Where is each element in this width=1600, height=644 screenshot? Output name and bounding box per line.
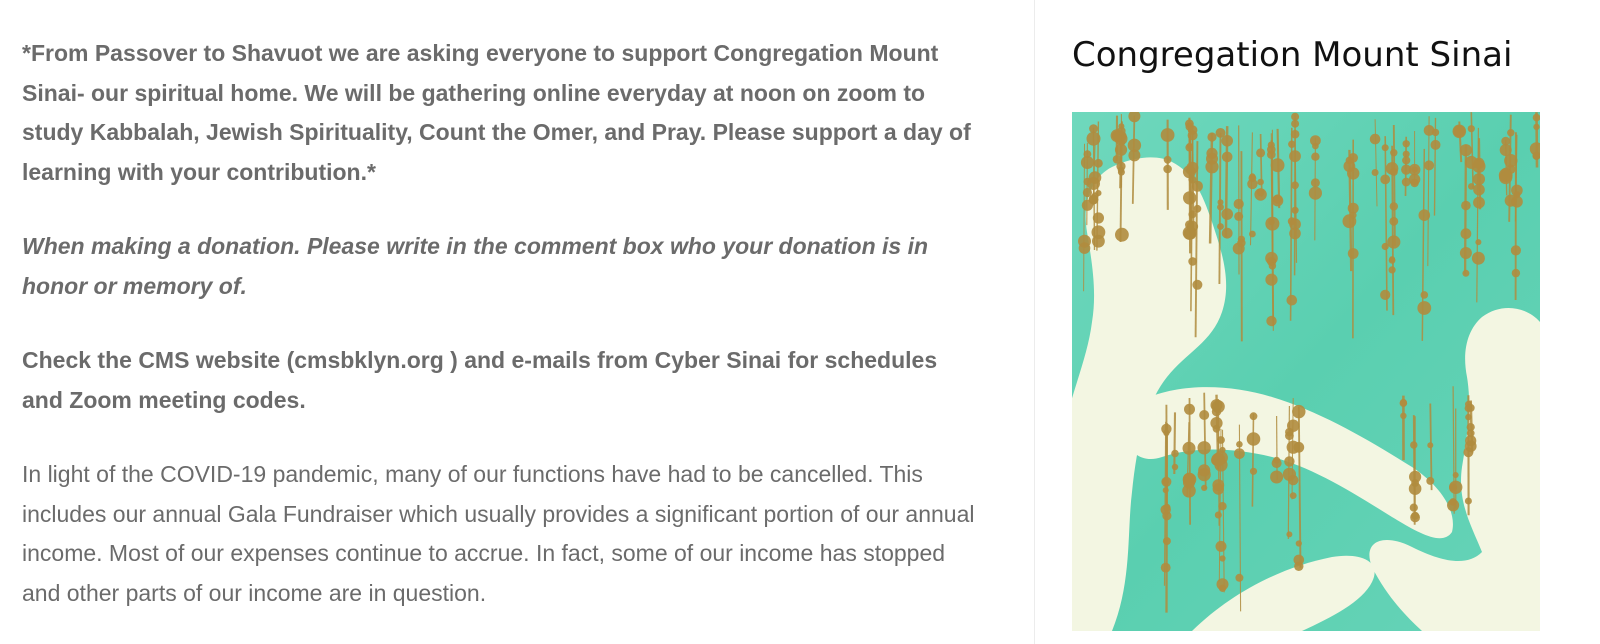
artwork-drip-dot xyxy=(1473,184,1485,196)
artwork-drip-dot xyxy=(1214,458,1227,471)
artwork-drip-dot xyxy=(1205,160,1218,173)
artwork-drip-dot xyxy=(1402,178,1411,187)
artwork-drip-dot xyxy=(1287,295,1298,306)
artwork-drip-dot xyxy=(1389,217,1398,226)
artwork-drip-dot xyxy=(1284,456,1294,466)
artwork-drip-dot xyxy=(1465,156,1478,169)
artwork-drip-dot xyxy=(1161,424,1171,434)
artwork-drip-dot xyxy=(1211,399,1223,411)
artwork-drip-dot xyxy=(1161,505,1171,515)
artwork-drip-dot xyxy=(1461,228,1472,239)
artwork-drip-dot xyxy=(1291,113,1299,121)
artwork-drip-dot xyxy=(1250,468,1257,475)
artwork-drip-dot xyxy=(1250,412,1258,420)
artwork-drip-dot xyxy=(1348,153,1358,163)
artwork-drip-dot xyxy=(1431,140,1441,150)
artwork-drip-dot xyxy=(1288,475,1298,485)
artwork-drip-dot xyxy=(1291,120,1299,128)
artwork-drip-dot xyxy=(1265,274,1277,286)
artwork-drip-dot xyxy=(1410,504,1418,512)
artwork-drip-dot xyxy=(1290,492,1297,499)
artwork-drip-dot xyxy=(1078,235,1091,248)
artwork-drip-dot xyxy=(1401,165,1411,175)
artwork-drip-dot xyxy=(1389,256,1395,262)
support-appeal-text: *From Passover to Shavuot we are asking everyone to support Congregation Mount Sinai- our spiritual home. We will be gathering online everyday at noon on zoom to study Kabbalah, Jewish Spirituality, Count the Omer, and Pray. Please support a day of learning with your contribution.* xyxy=(22,40,971,185)
artwork-drip-dot xyxy=(1217,223,1224,230)
artwork-drip-dot xyxy=(1087,132,1101,146)
artwork-drip-dot xyxy=(1113,155,1122,164)
artwork-drip-line xyxy=(1261,134,1262,197)
artwork-drip-dot xyxy=(1507,129,1514,136)
artwork-drip-dot xyxy=(1424,125,1435,136)
artwork-drip-dot xyxy=(1387,235,1400,248)
artwork-painting xyxy=(1072,112,1540,631)
artwork-drip-dot xyxy=(1161,563,1171,573)
artwork-drip-dot xyxy=(1465,498,1472,505)
artwork-drip-dot xyxy=(1287,441,1300,454)
artwork-drip-dot xyxy=(1266,316,1276,326)
artwork-drip-dot xyxy=(1449,481,1462,494)
artwork-drip-dot xyxy=(1311,178,1320,187)
artwork-drip-dot xyxy=(1164,156,1172,164)
artwork-drip-dot xyxy=(1286,531,1292,537)
donation-note-text: When making a donation. Please write in the comment box who your donation is in honor or memory of. xyxy=(22,233,929,299)
artwork-drip-dot xyxy=(1257,179,1264,186)
artwork-drip-dot xyxy=(1427,442,1433,448)
artwork-drip-dot xyxy=(1463,447,1473,457)
artwork-drip-dot xyxy=(1533,153,1540,160)
artwork-drip-dot xyxy=(1221,208,1233,220)
artwork-drip-dot xyxy=(1188,130,1198,140)
artwork-drip-dot xyxy=(1217,578,1229,590)
artwork-drip-dot xyxy=(1372,169,1379,176)
artwork-drip-dot xyxy=(1118,123,1124,129)
artwork-drip-dot xyxy=(1237,239,1245,247)
artwork-drip-dot xyxy=(1273,194,1282,203)
artwork-drip-dot xyxy=(1216,128,1226,138)
artwork-drip-dot xyxy=(1192,280,1202,290)
artwork-drip-dot xyxy=(1370,134,1381,145)
artwork-drip-dot xyxy=(1417,301,1431,315)
artwork-drip-dot xyxy=(1501,168,1510,177)
artwork-drip-dot xyxy=(1215,512,1222,519)
artwork-drip-dot xyxy=(1296,540,1302,546)
artwork-drip-dot xyxy=(1172,464,1178,470)
artwork-drip-dot xyxy=(1292,207,1299,214)
artwork-drip-dot xyxy=(1460,144,1472,156)
artwork-drip-dot xyxy=(1462,270,1469,277)
artwork-drip-dot xyxy=(1380,290,1390,300)
artwork-drip-dot xyxy=(1218,199,1224,205)
artwork-drip-dot xyxy=(1468,125,1475,132)
artwork-drip-dot xyxy=(1465,414,1471,420)
sidebar-artwork xyxy=(1072,112,1540,631)
artwork-drip-dot xyxy=(1500,144,1512,156)
artwork-drip-dot xyxy=(1390,149,1397,156)
artwork-drip-dot xyxy=(1094,159,1103,168)
artwork-drip-dot xyxy=(1257,188,1265,196)
artwork-drip-dot xyxy=(1272,458,1282,468)
artwork-drip-dot xyxy=(1216,541,1227,552)
artwork-drip-dot xyxy=(1511,245,1521,255)
artwork-drip-dot xyxy=(1291,181,1299,189)
artwork-drip-dot xyxy=(1256,148,1265,157)
artwork-drip-dot xyxy=(1162,478,1169,485)
artwork-drip-dot xyxy=(1161,128,1175,142)
artwork-drip-dot xyxy=(1171,450,1179,458)
artwork-drip-dot xyxy=(1222,228,1233,239)
artwork-drip-dot xyxy=(1468,183,1475,190)
artwork-drip-dot xyxy=(1222,152,1233,163)
artwork-drip-dot xyxy=(1465,435,1476,446)
artwork-drip-dot xyxy=(1234,448,1245,459)
artwork-drip-dot xyxy=(1247,432,1261,446)
artwork-drip-dot xyxy=(1289,228,1301,240)
artwork-drip-dot xyxy=(1183,191,1196,204)
sidebar-title: Congregation Mount Sinai xyxy=(1072,35,1513,75)
artwork-drip-dot xyxy=(1382,243,1389,250)
artwork-drip-dot xyxy=(1294,555,1305,566)
artwork-drip-dot xyxy=(1115,228,1129,242)
column-divider xyxy=(1034,0,1035,644)
artwork-drip-dot xyxy=(1512,269,1520,277)
artwork-drip-dot xyxy=(1235,574,1243,582)
artwork-drip-dot xyxy=(1270,471,1283,484)
artwork-drip-dot xyxy=(1421,291,1429,299)
artwork-drip-dot xyxy=(1411,479,1419,487)
artwork-drip-dot xyxy=(1426,477,1434,485)
artwork-drip-dot xyxy=(1182,484,1196,498)
artwork-drip-dot xyxy=(1402,156,1410,164)
artwork-drip-dot xyxy=(1403,140,1410,147)
artwork-drip-dot xyxy=(1207,132,1216,141)
artwork-drip-dot xyxy=(1163,487,1169,493)
artwork-drip-line xyxy=(1190,398,1191,525)
artwork-drip-dot xyxy=(1217,436,1225,444)
artwork-drip-dot xyxy=(1183,442,1196,455)
artwork-drip-dot xyxy=(1309,187,1322,200)
artwork-drip-dot xyxy=(1184,404,1195,415)
artwork-drip-dot xyxy=(1128,139,1141,152)
artwork-drip-dot xyxy=(1412,167,1418,173)
artwork-drip-dot xyxy=(1310,135,1321,146)
artwork-drip-dot xyxy=(1199,410,1209,420)
artwork-drip-dot xyxy=(1212,479,1224,491)
artwork-drip-dot xyxy=(1382,144,1389,151)
artwork-drip-dot xyxy=(1533,114,1540,122)
artwork-drip-line xyxy=(1277,416,1278,480)
artwork-drip-dot xyxy=(1472,252,1485,265)
artwork-drip-dot xyxy=(1089,124,1098,133)
artwork-drip-dot xyxy=(1473,197,1485,209)
artwork-drip-dot xyxy=(1249,173,1255,179)
artwork-drip-dot xyxy=(1409,174,1420,185)
artwork-drip-dot xyxy=(1501,137,1510,146)
covid-notice-text: In light of the COVID-19 pandemic, many of our functions have had to be cancelled. This includes our annual Gala Fundraiser which usually provides a significant portion of our annual income. Most of our expenses continue to accrue. In fact, some of our income has stopped and other parts of our income are in question. xyxy=(22,461,975,606)
artwork-drip-dot xyxy=(1213,425,1221,433)
artwork-drip-dot xyxy=(1236,441,1243,448)
artwork-drip-dot xyxy=(1198,441,1211,454)
artwork-drip-dot xyxy=(1389,266,1396,273)
artwork-drip-dot xyxy=(1453,125,1465,137)
artwork-drip-dot xyxy=(1390,202,1398,210)
artwork-drip-dot xyxy=(1289,150,1301,162)
artwork-drip-dot xyxy=(1188,257,1197,266)
artwork-drip-dot xyxy=(1380,175,1390,185)
artwork-drip-dot xyxy=(1091,192,1098,199)
artwork-drip-dot xyxy=(1400,413,1406,419)
artwork-drip-dot xyxy=(1386,162,1399,175)
artwork-drip-dot xyxy=(1447,499,1459,511)
artwork-drip-dot xyxy=(1163,165,1172,174)
artwork-drip-dot xyxy=(1410,441,1417,448)
artwork-drip-dot xyxy=(1267,145,1276,154)
artwork-drip-dot xyxy=(1287,420,1299,432)
artwork-drip-dot xyxy=(1513,191,1520,198)
artwork-drip-dot xyxy=(1410,513,1420,523)
artwork-drip-dot xyxy=(1453,472,1459,478)
artwork-drip-dot xyxy=(1347,167,1359,179)
artwork-drip-dot xyxy=(1348,248,1359,259)
artwork-drip-dot xyxy=(1198,464,1210,476)
artwork-drip-dot xyxy=(1473,173,1485,185)
artwork-drip-dot xyxy=(1089,171,1102,184)
artwork-drip-dot xyxy=(1461,201,1471,211)
artwork-drip-line xyxy=(1394,125,1395,246)
main-content xyxy=(22,34,982,644)
artwork-drip-dot xyxy=(1118,169,1125,176)
artwork-drip-dot xyxy=(1311,153,1319,161)
artwork-drip-dot xyxy=(1400,399,1408,407)
artwork-drip-line xyxy=(1252,414,1253,507)
artwork-drip-dot xyxy=(1219,555,1225,561)
artwork-drip-dot xyxy=(1249,231,1256,238)
artwork-drip-dot xyxy=(1465,404,1473,412)
artwork-drip-dot xyxy=(1350,212,1357,219)
website-info-text: Check the CMS website (cmsbklyn.org ) and e-mails from Cyber Sinai for schedules and Zoom meeting codes. xyxy=(22,347,938,413)
artwork-drip-dot xyxy=(1475,239,1481,245)
artwork-drip-dot xyxy=(1460,247,1472,259)
artwork-drip-dot xyxy=(1424,160,1434,170)
artwork-drip-dot xyxy=(1533,124,1539,130)
artwork-drip-dot xyxy=(1163,537,1171,545)
artwork-drip-dot xyxy=(1201,485,1207,491)
artwork-drip-dot xyxy=(1292,405,1305,418)
